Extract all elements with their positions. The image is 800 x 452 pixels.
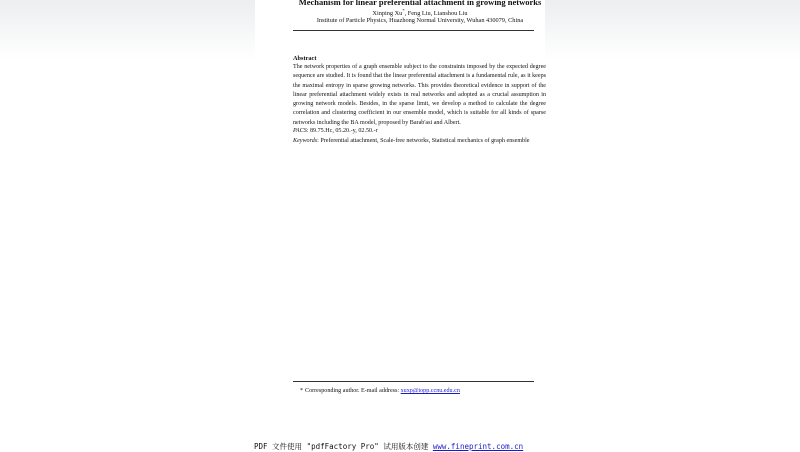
footnote-mark: * — [300, 388, 304, 394]
keywords-line — [293, 138, 530, 144]
watermark-link[interactable]: www.fineprint.com.cn — [432, 442, 524, 451]
email-link[interactable]: xuxp@iopp.ccnu.edu.cn — [400, 388, 460, 394]
author-footnote-mark: * — [402, 8, 405, 13]
pdffactory-watermark — [254, 441, 523, 452]
author-rest: , Feng Liu, Lianshou Liu — [404, 10, 468, 18]
pacs-label: PACS — [293, 128, 307, 134]
author-list — [255, 8, 585, 17]
watermark-text: PDF 文件使用 "pdfFactory Pro" 试用版本创建 — [254, 442, 433, 451]
footnote-text: Corresponding author. E-mail address: — [305, 388, 401, 394]
pacs-line — [293, 128, 378, 134]
footnote — [300, 388, 460, 394]
keywords-list: : Preferential attachment, Scale-free networks, Statistical mechanics of graph ensemble — [317, 138, 530, 144]
header-rule — [293, 30, 534, 31]
footnote-rule — [293, 381, 534, 382]
paper-title: Mechanism for linear preferential attachment in growing networks — [298, 0, 542, 7]
pacs-codes: : 89.75.Hc, 05.20.-y, 02.50.-r — [306, 128, 378, 134]
abstract-heading: Abstract — [293, 55, 317, 62]
keywords-label: Keywords — [293, 138, 318, 144]
abstract-text: The network properties of a graph ensemble subject to the constraints imposed by the expected degree sequence are studied. It is found that the linear preferential attachment is a fundamental rule, as it keeps the maximal entropy in sparse growing networks. This provides theoretical evidence in support of the linear preferential attachment widely exists in real networks and adopted as a crucial assumption in growing network models. Besides, in the sparse limit, we develop a method to calculate the degree correlation and clustering coefficient in our ensemble model, which is suitable for all kinds of sparse networks including the BA model, proposed by Barab'asi and Albert. — [293, 64, 546, 126]
author-first: Xinping Xu — [372, 10, 403, 18]
affiliation: Institute of Particle Physics, Huazhong Normal University, Wuhan 430079, China — [316, 17, 524, 24]
